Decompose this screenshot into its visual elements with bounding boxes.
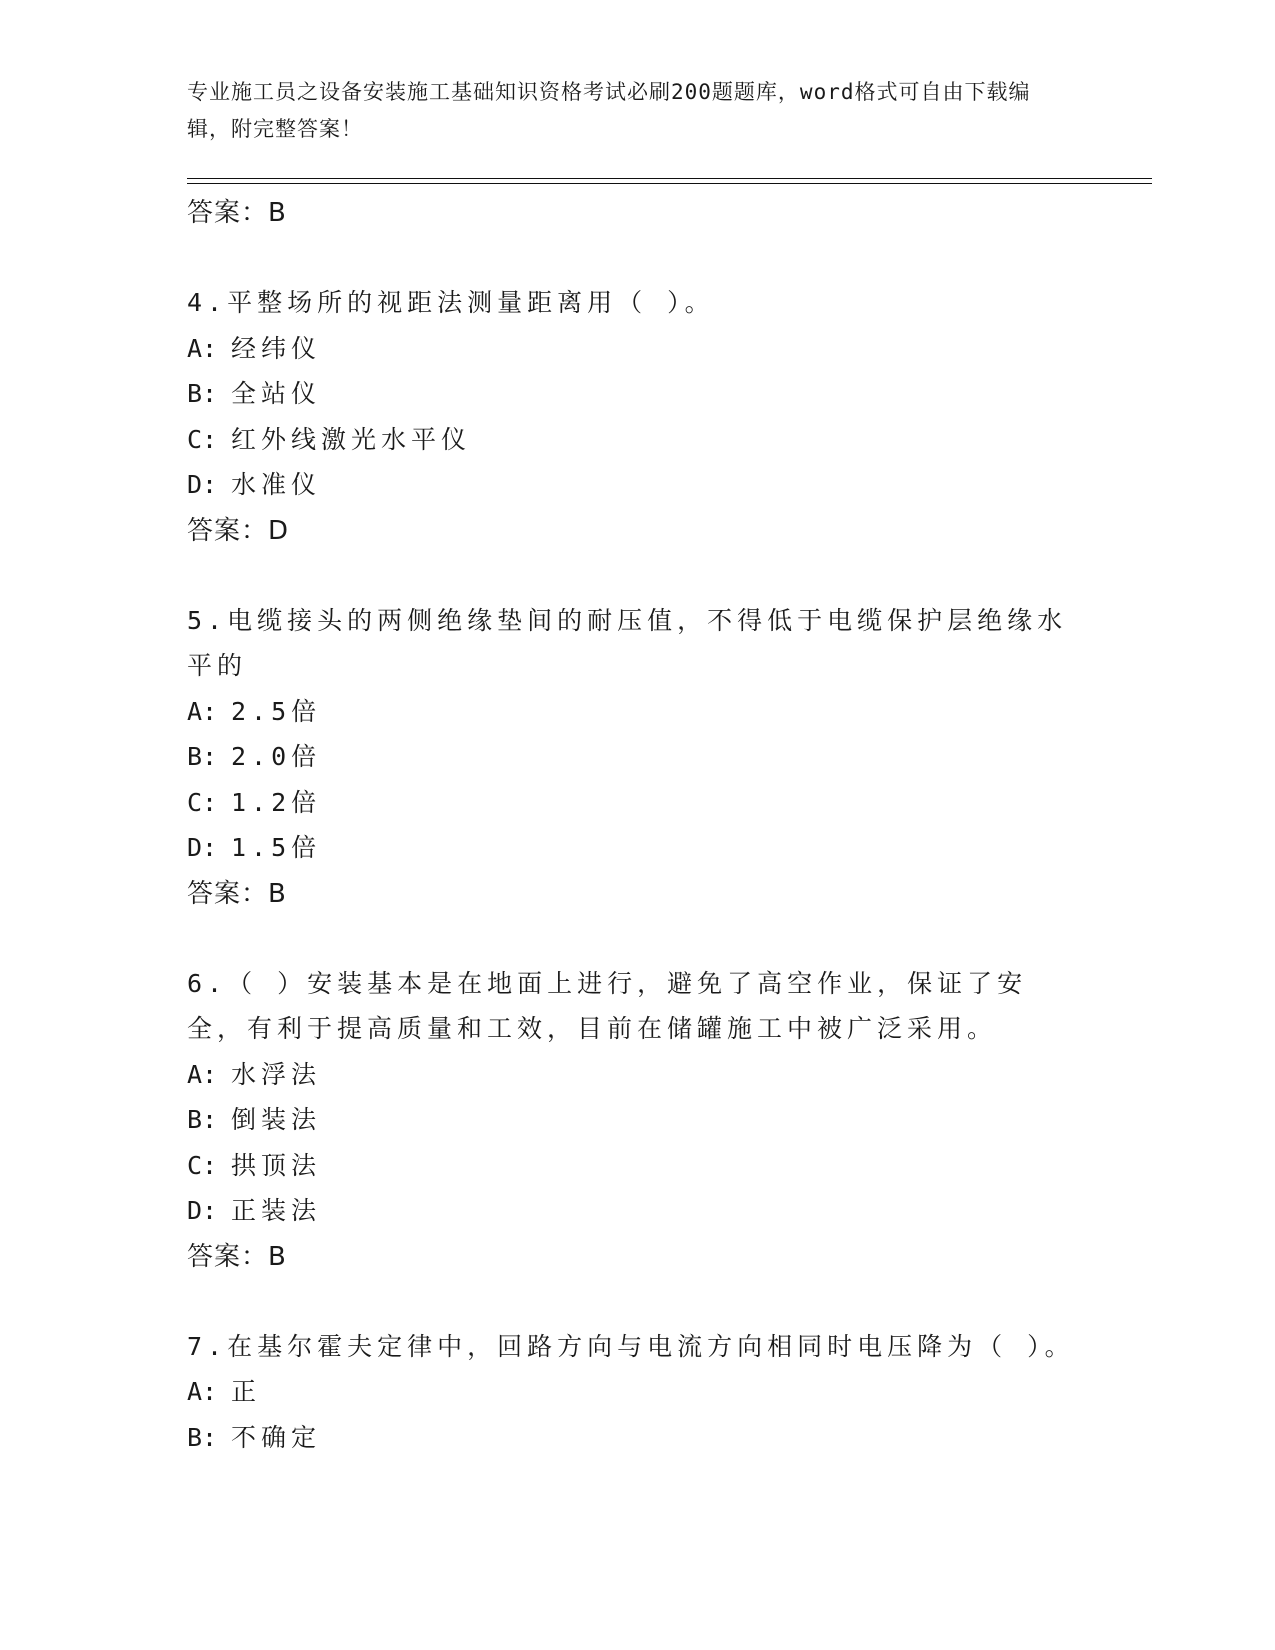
option-item: [187, 689, 1087, 735]
question-stem: 平整场所的视距法测量距离用（ ）。: [227, 288, 715, 317]
question-text: [187, 280, 1087, 326]
question-stem: 电缆接头的两侧绝缘垫间的耐压值，不得低于电缆保护层绝缘水平的: [187, 605, 1068, 680]
question-text: [187, 961, 1087, 1052]
option-text: 水浮法: [231, 1059, 322, 1089]
spacer: [187, 236, 1087, 280]
option-item: [187, 1052, 1087, 1098]
option-letter: D:: [187, 833, 218, 862]
answer-line: 答案：D: [187, 515, 290, 546]
option-item: [187, 1415, 1087, 1461]
question-number: 7.: [187, 1331, 228, 1361]
option-item: [187, 326, 1087, 372]
answer-line: 答案：B: [187, 1241, 287, 1272]
question-list: [187, 190, 1087, 1460]
option-text: 倒装法: [231, 1105, 322, 1134]
option-letter: B:: [187, 742, 218, 771]
option-item: [187, 1188, 1087, 1234]
option-text: 1.5倍: [231, 833, 322, 862]
document-header: [187, 74, 1067, 148]
option-item: [187, 734, 1087, 780]
option-letter: C:: [187, 424, 218, 454]
option-letter: C:: [187, 1150, 218, 1180]
spacer: [187, 554, 1087, 598]
option-letter: A:: [187, 333, 218, 363]
option-letter: A:: [187, 1059, 218, 1089]
option-item: [187, 780, 1087, 826]
option-item: [187, 1097, 1087, 1143]
header-divider-top: [187, 178, 1152, 179]
option-text: 全站仪: [231, 379, 322, 408]
option-item: [187, 1369, 1087, 1415]
option-text: 红外线激光水平仪: [231, 424, 472, 454]
option-text: 水准仪: [231, 470, 322, 499]
question-number: 4.: [187, 288, 228, 317]
spacer: [187, 1280, 1087, 1324]
option-item: [187, 417, 1087, 463]
question-number: 5.: [187, 605, 228, 635]
answer-line: 答案：B: [187, 878, 287, 909]
option-letter: D:: [187, 1196, 218, 1225]
option-text: 正: [231, 1377, 262, 1406]
option-letter: A:: [187, 696, 218, 726]
option-item: [187, 371, 1087, 417]
option-letter: B:: [187, 379, 218, 408]
question-number: 6.: [187, 968, 228, 998]
question-text: [187, 598, 1087, 689]
option-item: [187, 1143, 1087, 1189]
option-text: 正装法: [231, 1196, 322, 1225]
option-text: 1.2倍: [231, 787, 322, 817]
option-letter: A:: [187, 1377, 218, 1406]
header-title: 专业施工员之设备安装施工基础知识资格考试必刷200题题库，word格式可自由下载编辑，附完整答案！: [187, 80, 1031, 141]
option-text: 不确定: [231, 1422, 322, 1452]
answer-line: 答案：B: [187, 198, 287, 228]
option-item: [187, 825, 1087, 871]
option-text: 拱顶法: [231, 1150, 322, 1180]
question-stem: （ ）安装基本是在地面上进行，避免了高空作业，保证了安全，有利于提高质量和工效，目前在储罐施工中被广泛采用。: [187, 968, 1028, 1043]
option-letter: B:: [187, 1105, 218, 1134]
header-divider-bottom: [187, 183, 1152, 184]
option-text: 经纬仪: [231, 333, 322, 363]
option-item: [187, 462, 1087, 508]
option-text: 2.0倍: [231, 742, 322, 771]
spacer: [187, 917, 1087, 961]
question-text: [187, 1324, 1087, 1370]
question-stem: 在基尔霍夫定律中，回路方向与电流方向相同时电压降为（ ）。: [227, 1331, 1075, 1361]
option-letter: D:: [187, 470, 218, 499]
option-letter: B:: [187, 1422, 218, 1452]
option-text: 2.5倍: [231, 696, 322, 726]
option-letter: C:: [187, 787, 218, 817]
